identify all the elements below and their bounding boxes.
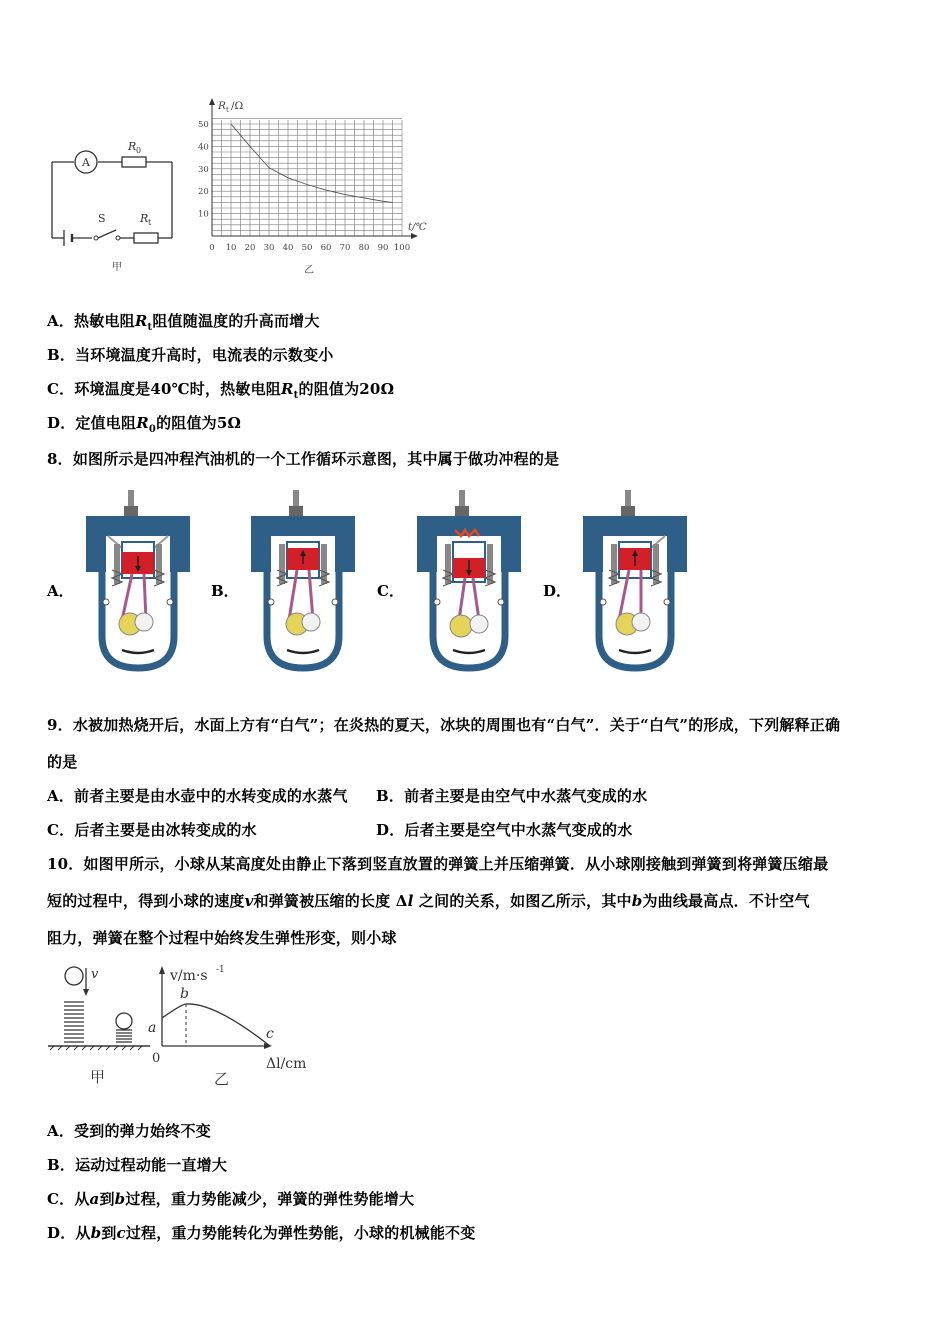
x-tick-label: 40 xyxy=(282,243,294,253)
q7-option-c: C．环境温度是40℃时，热敏电阻$R_t$的阻值为20Ω xyxy=(47,380,395,401)
x-tick-label: 30 xyxy=(263,243,275,253)
q9-stem-line1: 9．水被加热烧开后，水面上方有“白气”；在炎热的夏天，冰块的周围也有“白气”．关于“白气”的形成，下列解释正确 xyxy=(47,716,841,734)
engine-diagram-c xyxy=(409,486,529,674)
engine-icon xyxy=(417,490,521,668)
q8-label-c: C． xyxy=(377,582,404,600)
x-tick-label: 80 xyxy=(358,243,370,253)
q8-stem: 8．如图所示是四冲程汽油机的一个工作循环示意图，其中属于做功冲程的是 xyxy=(47,450,560,468)
x-tick-label: 20 xyxy=(244,243,256,253)
y-axis-label: R xyxy=(218,100,226,112)
q7-circuit-diagram xyxy=(44,118,184,278)
x-tick-label: 60 xyxy=(320,243,332,253)
rt-sub: t xyxy=(148,218,152,227)
q10-option-d: D．从b到c过程，重力势能转化为弹性势能，小球的机械能不变 xyxy=(47,1224,476,1242)
y-axis-unit: /Ω xyxy=(231,100,244,112)
q10-option-b: B．运动过程动能一直增大 xyxy=(47,1156,228,1174)
q10-stem-line3: 阻力，弹簧在整个过程中始终发生弹性形变，则小球 xyxy=(47,929,397,947)
point-a-label: a xyxy=(148,1020,157,1036)
q9-option-b: B．前者主要是由空气中水蒸气变成的水 xyxy=(376,787,648,805)
q10-stem-line2: 短的过程中，得到小球的速度v和弹簧被压缩的长度 Δl 之间的关系，如图乙所示，其中b为曲线最高点．不计空气 xyxy=(47,892,810,910)
y-tick-label: 40 xyxy=(198,142,209,153)
engine-diagram-a xyxy=(78,486,198,674)
r0-label: R xyxy=(128,140,137,153)
fig-label-yi: 乙 xyxy=(214,1070,230,1088)
y-tick-label: 10 xyxy=(198,209,209,220)
engine-icon xyxy=(583,490,687,668)
y-tick-label: 30 xyxy=(198,164,209,175)
q9-option-c: C．后者主要是由冰转变成的水 xyxy=(47,821,257,839)
x-axis-label: t/℃ xyxy=(408,222,427,233)
resistor-rt-icon xyxy=(134,233,158,243)
x-tick-label: 70 xyxy=(339,243,351,253)
origin-label: 0 xyxy=(152,1051,161,1066)
q7-option-d: D．定值电阻$R_0$的阻值为5Ω xyxy=(47,414,242,435)
circuit-caption: 甲 xyxy=(112,262,122,273)
q7-option-a: A．热敏电阻$R_t$阻值随温度的升高而增大 xyxy=(47,312,320,333)
q9-option-d: D．后者主要是空气中水蒸气变成的水 xyxy=(376,821,633,839)
q10-x-axis-label: Δl/cm xyxy=(266,1056,307,1072)
velocity-curve xyxy=(162,1004,270,1046)
q10-stem-line1: 10．如图甲所示，小球从某高度处由静止下落到竖直放置的弹簧上并压缩弹簧．从小球刚接触到弹簧到将弹簧压缩最 xyxy=(47,855,829,873)
r0-sub: 0 xyxy=(136,146,142,155)
x-arrow-icon xyxy=(411,233,418,239)
y-tick-label: 50 xyxy=(198,120,209,130)
battery-icon xyxy=(64,230,72,246)
x-tick-label: 50 xyxy=(301,243,313,253)
y-arrow-icon xyxy=(209,98,215,105)
ammeter-label: A xyxy=(82,156,90,169)
switch-label: S xyxy=(98,212,106,225)
engine-diagram-d xyxy=(575,486,695,674)
q10-option-a: A．受到的弹力始终不变 xyxy=(47,1122,211,1140)
q9-option-a: A．前者主要是由水壶中的水转变成的水蒸气 xyxy=(47,787,348,805)
y-axis-sub: t xyxy=(226,106,229,114)
q10-y-axis-exp: -1 xyxy=(216,965,225,975)
resistor-r0-icon xyxy=(122,157,146,167)
y-tick-label: 20 xyxy=(198,187,209,198)
ball-icon xyxy=(65,967,83,985)
point-b-label: b xyxy=(180,986,189,1002)
x-tick-label: 10 xyxy=(225,243,237,253)
q8-label-a: A． xyxy=(47,582,74,600)
q7-option-b: B．当环境温度升高时，电流表的示数变小 xyxy=(47,346,334,364)
engine-icon xyxy=(251,490,355,668)
q7-rt-graph xyxy=(196,96,436,284)
engine-diagram-b xyxy=(243,486,363,674)
q10-y-axis-label: v/m·s xyxy=(170,968,208,984)
x-tick-label: 100 xyxy=(393,243,411,253)
q8-label-b: B． xyxy=(211,582,239,600)
velocity-label: v xyxy=(91,967,99,982)
point-c-label: c xyxy=(266,1026,274,1042)
fig-label-jia: 甲 xyxy=(90,1068,106,1086)
x-tick-label: 0 xyxy=(209,243,215,253)
q9-stem-line2: 的是 xyxy=(47,753,78,771)
x-tick-label: 90 xyxy=(377,243,389,253)
ball-on-spring-icon xyxy=(116,1013,132,1029)
rt-label: R xyxy=(140,212,149,225)
q10-figure xyxy=(44,962,324,1092)
graph-caption: 乙 xyxy=(304,265,314,276)
q8-label-d: D． xyxy=(543,582,572,600)
engine-icon xyxy=(86,490,190,668)
switch-icon xyxy=(94,236,98,240)
spring-icon xyxy=(64,1002,84,1042)
q10-option-c: C．从a到b过程，重力势能减少，弹簧的弹性势能增大 xyxy=(47,1190,415,1208)
